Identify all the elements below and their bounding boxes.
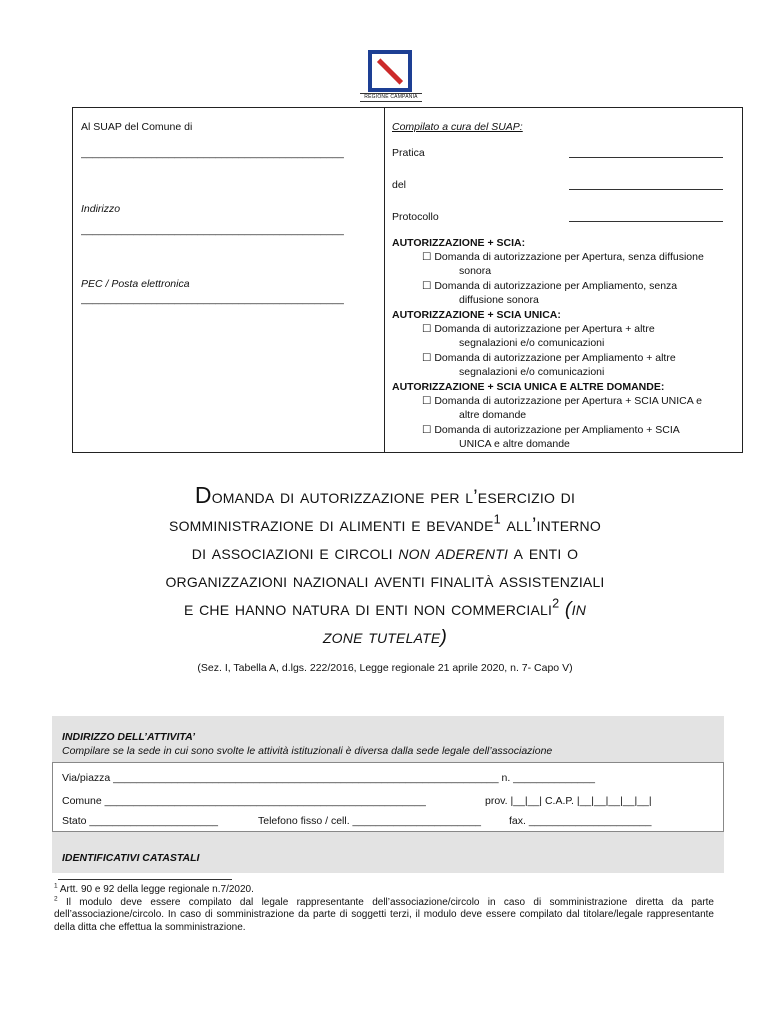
fax-field[interactable]: fax. _____________________	[509, 815, 652, 827]
g2-option-apertura[interactable]: ☐ Domanda di autorizzazione per Apertura + altre	[422, 323, 655, 335]
regione-campania-logo	[360, 50, 422, 104]
group1-title: AUTORIZZAZIONE + SCIA:	[392, 237, 526, 249]
recipient-field[interactable]: _____________________________________________	[81, 147, 344, 159]
address-label: Indirizzo	[81, 203, 121, 215]
title-line-2: somministrazione di alimenti e bevande	[169, 514, 494, 536]
footnote-1: $^1$ Artt. 90 e 92 della legge regionale n.7/2020.	[54, 882, 254, 895]
stato-field[interactable]: Stato ______________________	[62, 815, 218, 827]
title-line-6: zone tutelate)	[322, 626, 448, 648]
protocollo-label: Protocollo	[392, 211, 439, 223]
address-note: Compilare se la sede in cui sono svolte le attività istituzionali è diversa dalla sede legale dell’associazione	[62, 745, 553, 757]
g1-option-apertura-cont: sonora	[459, 265, 492, 277]
via-piazza-field[interactable]: Via/piazza __________________________________________________________________ n. ______________	[62, 772, 595, 784]
g3-option-ampliamento-cont: UNICA e altre domande	[459, 438, 570, 450]
document-title	[40, 481, 730, 651]
pratica-field[interactable]	[569, 157, 723, 158]
cadastral-heading: IDENTIFICATIVI CATASTALI	[62, 852, 200, 864]
header-table	[72, 107, 743, 453]
title-line-5-end: (in	[559, 598, 587, 620]
recipient-label: Al SUAP del Comune di	[81, 121, 193, 133]
pec-field[interactable]: _____________________________________________	[81, 293, 344, 305]
g3-option-apertura-cont: altre domande	[459, 409, 527, 421]
title-line-2-end: all’interno	[500, 514, 601, 536]
del-label: del	[392, 179, 407, 191]
title-initial: D	[194, 482, 212, 508]
title-line-5: e che hanno natura di enti non commerciali	[183, 598, 553, 620]
address-fields-box	[52, 762, 724, 832]
protocollo-field[interactable]	[569, 221, 723, 222]
title-line-3: di associazioni e circoli	[191, 542, 399, 564]
logo-text: REGIONE CAMPANIA	[360, 93, 422, 102]
footnote-ref-1: 1	[493, 512, 501, 527]
group3-title: AUTORIZZAZIONE + SCIA UNICA E ALTRE DOMANDE:	[392, 381, 665, 393]
pec-label: PEC / Posta elettronica	[81, 278, 190, 290]
g2-option-apertura-cont: segnalazioni e/o comunicazioni	[459, 337, 605, 349]
prov-cap-field[interactable]: prov. |__|__| C.A.P. |__|__|__|__|__|	[485, 795, 652, 807]
g1-option-ampliamento[interactable]: ☐ Domanda di autorizzazione per Ampliamento, senza	[422, 280, 678, 292]
legal-reference: (Sez. I, Tabella A, d.lgs. 222/2016, Legge regionale 21 aprile 2020, n. 7- Capo V)	[197, 662, 573, 674]
pratica-label: Pratica	[392, 147, 425, 159]
address-field[interactable]: _____________________________________________	[81, 224, 344, 236]
column-divider	[384, 108, 385, 452]
footnotes	[54, 884, 714, 934]
g1-option-ampliamento-cont: diffusione sonora	[459, 294, 539, 306]
footnote-ref-2: 2	[552, 596, 560, 611]
title-line-4: organizzazioni nazionali aventi finalità assistenziali	[165, 570, 605, 592]
footnote-2: $^2$ Il modulo deve essere compilato dal legale rappresentante dell’associazione/circolo in caso di somministrazione diretta da parte dell’associazione/circolo. In caso di somministrazione da parte di soggetti terzi, il modulo deve essere compilato dal titolare/legale rappresentante della ditta che effettua la somministrazione.	[54, 895, 714, 933]
group2-title: AUTORIZZAZIONE + SCIA UNICA:	[392, 309, 561, 321]
comune-field[interactable]: Comune _______________________________________________________	[62, 795, 426, 807]
telefono-field[interactable]: Telefono fisso / cell. ______________________	[258, 815, 482, 827]
title-line-3-italic: non aderenti	[398, 542, 509, 564]
footnote-separator	[58, 879, 232, 880]
del-field[interactable]	[569, 189, 723, 190]
g1-option-apertura[interactable]: ☐ Domanda di autorizzazione per Apertura, senza diffusione	[422, 251, 704, 263]
g2-option-ampliamento[interactable]: ☐ Domanda di autorizzazione per Ampliamento + altre	[422, 352, 676, 364]
suap-header: Compilato a cura del SUAP:	[392, 121, 523, 133]
g2-option-ampliamento-cont: segnalazioni e/o comunicazioni	[459, 366, 605, 378]
g3-option-ampliamento[interactable]: ☐ Domanda di autorizzazione per Ampliamento + SCIA	[422, 424, 680, 436]
g3-option-apertura[interactable]: ☐ Domanda di autorizzazione per Apertura + SCIA UNICA e	[422, 395, 702, 407]
title-line-1: omanda di autorizzazione per l’esercizio di	[211, 486, 576, 508]
address-heading: INDIRIZZO DELL’ATTIVITA’	[62, 731, 195, 743]
title-line-3-end: a enti o	[508, 542, 579, 564]
